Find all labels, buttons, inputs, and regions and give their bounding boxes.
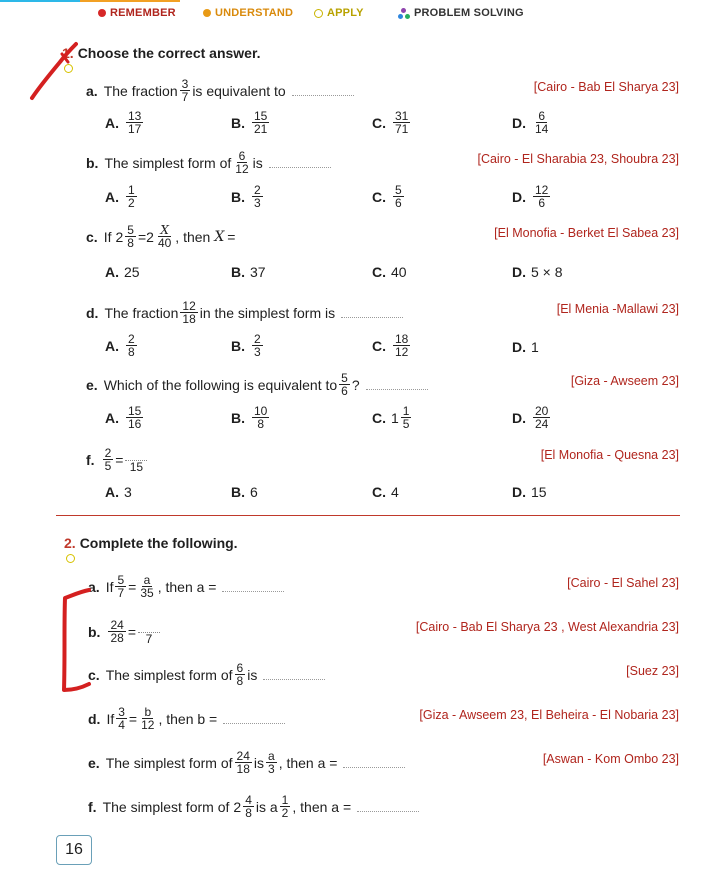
q1b-text2: is xyxy=(252,154,263,171)
q2e-source: [Aswan - Kom Ombo 23] xyxy=(542,752,679,766)
option-den: 2 xyxy=(128,196,135,210)
option-den: 3 xyxy=(254,196,261,210)
q1f-den: 5 xyxy=(104,459,112,473)
q1d-option-d[interactable] xyxy=(512,339,539,355)
option-whole: 1 xyxy=(391,409,399,426)
q1a-source: [Cairo - Bab El Sharya 23] xyxy=(533,80,679,94)
q1b-letter: b. xyxy=(86,154,99,171)
q1d-letter: d. xyxy=(86,304,99,321)
option-letter: D. xyxy=(512,409,526,426)
option-num: 13 xyxy=(128,109,142,123)
q2e-num1: 24 xyxy=(236,749,250,763)
q1c-whole1: 2 xyxy=(115,228,124,245)
option-value: 1 xyxy=(531,339,539,355)
q2e-den2: 3 xyxy=(268,762,275,776)
q2b-blank-fraction[interactable] xyxy=(138,618,160,645)
q1b-answer-blank[interactable] xyxy=(269,157,331,168)
q2d-source: [Giza - Awseem 23, El Beheira - El Nobaria 23] xyxy=(419,708,679,722)
option-num: 1 xyxy=(402,404,410,418)
q1c-option-c[interactable] xyxy=(372,264,407,280)
q1c-stem xyxy=(86,224,235,249)
q2e-text2: is xyxy=(253,754,264,771)
option-den: 5 xyxy=(402,417,410,431)
q1-item-c xyxy=(0,222,725,252)
option-letter: B. xyxy=(231,484,245,500)
q1c-den2: 40 xyxy=(157,236,172,250)
q1e-fraction xyxy=(339,372,350,397)
q1b-den: 12 xyxy=(235,162,249,176)
q2c-num: 6 xyxy=(236,661,244,675)
option-letter: B. xyxy=(231,264,245,280)
q1c-text1: If xyxy=(103,228,112,245)
option-den: 12 xyxy=(395,345,409,359)
option-num: 2 xyxy=(128,332,135,346)
q1c-option-b[interactable] xyxy=(231,264,266,280)
option-num: 12 xyxy=(535,183,549,197)
q1d-text2: in the simplest form is xyxy=(199,304,336,321)
q1e-num: 5 xyxy=(341,371,348,385)
q1a-den: 7 xyxy=(181,90,189,104)
option-den: 6 xyxy=(395,196,402,210)
q1d-stem xyxy=(86,300,403,325)
option-value: 5 × 8 xyxy=(531,264,563,280)
legend-problem-solving-label: PROBLEM SOLVING xyxy=(414,7,524,19)
q2e-den1: 18 xyxy=(236,762,250,776)
q1a-option-c[interactable] xyxy=(372,110,412,135)
option-num: 20 xyxy=(535,404,549,418)
top-accent-line xyxy=(0,0,300,2)
q1a-options xyxy=(0,110,725,142)
q2a-num1: 5 xyxy=(117,573,125,587)
q2b-den1: 28 xyxy=(110,631,124,645)
q1d-option-c[interactable] xyxy=(372,333,412,358)
q1c-options xyxy=(0,264,725,286)
q1f-num: 2 xyxy=(104,446,112,460)
q2c-answer-blank[interactable] xyxy=(263,669,325,680)
option-num: 5 xyxy=(395,183,402,197)
option-letter: C. xyxy=(372,484,386,500)
option-letter: B. xyxy=(231,188,245,205)
q1e-text1: Which of the following is equivalent to xyxy=(103,376,338,393)
q2b-letter: b. xyxy=(88,623,101,640)
q1b-options xyxy=(0,184,725,216)
q1e-stem xyxy=(86,372,428,397)
q2-item-d xyxy=(0,704,725,736)
q1-number: 1. xyxy=(62,45,74,61)
q2b-equals: = xyxy=(127,623,136,640)
option-letter: B. xyxy=(231,114,245,131)
q1c-text2: , then xyxy=(175,228,211,245)
q1f-fraction xyxy=(103,447,114,472)
q2a-equals: = xyxy=(128,578,137,595)
q2c-stem xyxy=(88,662,325,687)
q1e-option-a[interactable] xyxy=(105,405,145,430)
q1b-source: [Cairo - El Sharabia 23, Shoubra 23] xyxy=(477,152,679,166)
option-num: 2 xyxy=(254,332,261,346)
q1f-option-a[interactable] xyxy=(105,484,132,500)
q1a-text2: is equivalent to xyxy=(192,82,286,99)
q1a-letter: a. xyxy=(86,82,98,99)
option-num: 31 xyxy=(395,109,409,123)
option-letter: C. xyxy=(372,409,386,426)
q1d-source: [El Menia -Mallawi 23] xyxy=(556,302,679,316)
q1d-answer-blank[interactable] xyxy=(341,307,403,318)
option-letter: A. xyxy=(105,409,119,426)
red-dot-icon xyxy=(98,9,106,17)
q1f-option-b[interactable] xyxy=(231,484,258,500)
q1f-stem xyxy=(86,446,149,473)
legend-problem-solving xyxy=(398,7,524,19)
q1a-num: 3 xyxy=(181,77,189,91)
q1-apply-ring-icon xyxy=(64,64,73,73)
option-den: 17 xyxy=(128,122,142,136)
option-num: 6 xyxy=(538,109,546,123)
q1d-option-a[interactable] xyxy=(105,333,139,358)
multicolor-dots-icon xyxy=(398,8,410,19)
q1d-option-b[interactable] xyxy=(231,333,265,358)
option-letter: A. xyxy=(105,264,119,280)
q1b-option-a[interactable] xyxy=(105,184,139,209)
q1a-text1: The fraction xyxy=(103,82,178,99)
option-num: 15 xyxy=(128,404,142,418)
q2c-letter: c. xyxy=(88,666,100,683)
q2a-text2: , then a = xyxy=(157,578,217,595)
q1f-letter: f. xyxy=(86,451,95,468)
option-den: 71 xyxy=(395,122,409,136)
q1a-fraction xyxy=(180,78,191,103)
q2b-num1: 24 xyxy=(110,618,124,632)
q1c-option-d[interactable] xyxy=(512,264,563,280)
q2e-num2: a xyxy=(268,749,275,763)
q1-heading xyxy=(62,45,261,61)
option-letter: D. xyxy=(512,114,526,131)
q1c-num1: 5 xyxy=(127,223,134,237)
option-letter: A. xyxy=(105,114,119,131)
q1-item-e xyxy=(0,370,725,400)
q1e-option-b[interactable] xyxy=(231,405,271,430)
q1c-num2: X xyxy=(160,223,169,237)
q2-heading xyxy=(64,535,238,551)
option-letter: A. xyxy=(105,484,119,500)
q2f-stem xyxy=(88,794,419,819)
option-value: 3 xyxy=(124,484,132,500)
q1e-option-c[interactable] xyxy=(372,405,413,430)
q1-item-a xyxy=(0,76,725,106)
option-value: 4 xyxy=(391,484,399,500)
q1c-source: [El Monofia - Berket El Sabea 23] xyxy=(494,226,679,240)
q2c-den: 8 xyxy=(236,674,244,688)
q2c-text1: The simplest form of xyxy=(105,666,233,683)
option-den: 16 xyxy=(128,417,142,431)
q1f-option-c[interactable] xyxy=(372,484,399,500)
q1c-letter: c. xyxy=(86,228,98,245)
q2f-num2: 1 xyxy=(281,793,289,807)
q2e-stem xyxy=(88,750,405,775)
q1a-option-a[interactable] xyxy=(105,110,145,135)
q2-item-e xyxy=(0,748,725,780)
q2d-letter: d. xyxy=(88,710,101,727)
q2a-answer-blank[interactable] xyxy=(222,581,284,592)
option-num: 2 xyxy=(254,183,261,197)
q1b-option-b[interactable] xyxy=(231,184,265,209)
q2f-den1: 8 xyxy=(245,806,252,820)
q1b-stem xyxy=(86,150,331,175)
legend-remember xyxy=(98,7,176,19)
q2-item-c xyxy=(0,660,725,692)
q2d-stem xyxy=(88,706,285,731)
q2-item-b xyxy=(0,616,725,648)
q1f-blank-fraction[interactable] xyxy=(125,446,147,473)
q2b-den2: 7 xyxy=(145,632,153,646)
q1c-whole2: 2 xyxy=(146,228,154,245)
q2d-equals: = xyxy=(128,710,138,727)
option-den: 8 xyxy=(257,417,265,431)
q2d-num2: b xyxy=(144,705,152,719)
legend-understand xyxy=(203,7,293,19)
q1-item-d xyxy=(0,298,725,328)
option-letter: C. xyxy=(372,337,386,354)
q2-item-f xyxy=(0,792,725,824)
q2e-text3: , then a = xyxy=(278,754,338,771)
q1f-source: [El Monofia - Quesna 23] xyxy=(540,448,679,462)
legend-apply-label: APPLY xyxy=(327,7,364,19)
q1e-den: 6 xyxy=(341,384,348,398)
option-den: 21 xyxy=(254,122,268,136)
q2c-source: [Suez 23] xyxy=(626,664,679,678)
q1f-options xyxy=(0,484,725,506)
page-number: 16 xyxy=(56,835,92,865)
legend-understand-label: UNDERSTAND xyxy=(215,7,294,19)
q2d-text2: , then b = xyxy=(158,710,218,727)
option-letter: D. xyxy=(512,188,526,205)
q2e-text1: The simplest form of xyxy=(105,754,233,771)
option-letter: A. xyxy=(105,337,119,354)
q2-item-a xyxy=(0,572,725,604)
option-letter: C. xyxy=(372,188,386,205)
q2f-num1: 4 xyxy=(245,793,252,807)
option-letter: C. xyxy=(372,264,386,280)
q1a-option-b[interactable] xyxy=(231,110,271,135)
q2f-text3: , then a = xyxy=(292,798,352,815)
q1a-option-d[interactable] xyxy=(512,110,552,135)
q2b-stem xyxy=(88,618,162,645)
q2a-den2: 35 xyxy=(140,586,154,600)
q2d-den2: 12 xyxy=(141,718,155,732)
q1a-stem xyxy=(86,78,354,103)
q2a-letter: a. xyxy=(88,578,100,595)
q1-item-b xyxy=(0,148,725,178)
q2e-letter: e. xyxy=(88,754,100,771)
q2a-source: [Cairo - El Sahel 23] xyxy=(567,576,679,590)
q1f-den2: 15 xyxy=(129,460,144,474)
q1e-options xyxy=(0,405,725,439)
legend-remember-label: REMEMBER xyxy=(110,7,176,19)
option-letter: D. xyxy=(512,484,526,500)
option-letter: D. xyxy=(512,339,526,355)
q1-item-f xyxy=(0,444,725,476)
q2d-text1: If xyxy=(106,710,115,727)
option-letter: B. xyxy=(231,337,245,354)
q1f-equals: = xyxy=(115,451,124,468)
q1e-answer-blank[interactable] xyxy=(366,379,428,390)
option-num: 15 xyxy=(254,109,268,123)
q2f-text2: is a xyxy=(255,798,278,815)
option-value: 40 xyxy=(391,264,407,280)
q1b-text1: The simplest form of xyxy=(104,154,232,171)
q2a-num2: a xyxy=(143,573,151,587)
q1c-var: X xyxy=(214,228,225,245)
q2c-text2: is xyxy=(247,666,258,683)
q2e-answer-blank[interactable] xyxy=(343,757,405,768)
q1c-equals: = xyxy=(137,228,147,245)
q1d-den: 18 xyxy=(182,312,196,326)
q2b-source: [Cairo - Bab El Sharya 23 , West Alexandria 23] xyxy=(415,620,679,634)
q1e-source: [Giza - Awseem 23] xyxy=(570,374,679,388)
q1d-num: 12 xyxy=(182,299,196,313)
option-num: 1 xyxy=(128,183,135,197)
option-letter: D. xyxy=(512,264,526,280)
option-value: 15 xyxy=(531,484,547,500)
q2d-den1: 4 xyxy=(118,718,125,732)
q1d-options xyxy=(0,333,725,365)
option-den: 8 xyxy=(128,345,135,359)
q1b-option-d[interactable] xyxy=(512,184,552,209)
q1f-option-d[interactable] xyxy=(512,484,547,500)
q1b-fraction xyxy=(233,150,250,175)
q1d-fraction xyxy=(180,300,197,325)
q1c-equals2: = xyxy=(227,228,236,245)
q2a-stem xyxy=(88,574,284,599)
option-den: 6 xyxy=(538,196,546,210)
orange-dot-icon xyxy=(203,9,211,17)
legend-apply xyxy=(314,7,364,19)
option-value: 37 xyxy=(250,264,266,280)
skill-legend xyxy=(0,7,725,25)
section-divider xyxy=(56,515,680,516)
q2f-den2: 2 xyxy=(281,806,289,820)
option-den: 24 xyxy=(535,417,549,431)
q2a-text1: If xyxy=(105,578,114,595)
q1a-answer-blank[interactable] xyxy=(292,85,354,96)
q1e-text2: ? xyxy=(351,376,360,393)
q2f-letter: f. xyxy=(88,798,97,815)
q1-title: Choose the correct answer. xyxy=(77,45,261,61)
q1e-option-d[interactable] xyxy=(512,405,552,430)
q1b-option-c[interactable] xyxy=(372,184,406,209)
q1c-den1: 8 xyxy=(127,236,134,250)
option-letter: A. xyxy=(105,188,119,205)
q2a-den1: 7 xyxy=(117,586,125,600)
q2f-answer-blank[interactable] xyxy=(357,801,419,812)
q1b-num: 6 xyxy=(238,149,246,163)
option-value: 6 xyxy=(250,484,258,500)
option-num: 18 xyxy=(395,332,409,346)
option-den: 3 xyxy=(254,345,261,359)
q2d-answer-blank[interactable] xyxy=(223,713,285,724)
option-den: 14 xyxy=(535,122,549,136)
q2-title: Complete the following. xyxy=(79,535,238,551)
option-num: 10 xyxy=(254,404,268,418)
q1d-text1: The fraction xyxy=(104,304,179,321)
q2f-whole: 2 xyxy=(233,798,242,815)
yellow-ring-icon xyxy=(314,9,323,18)
q2d-num1: 3 xyxy=(118,705,125,719)
option-letter: C. xyxy=(372,114,386,131)
option-value: 25 xyxy=(124,264,140,280)
option-letter: B. xyxy=(231,409,245,426)
q2-number: 2. xyxy=(64,535,76,551)
q1e-letter: e. xyxy=(86,376,98,393)
q2f-text1: The simplest form of xyxy=(102,798,230,815)
q1c-option-a[interactable] xyxy=(105,264,140,280)
q2-apply-ring-icon xyxy=(66,554,75,563)
